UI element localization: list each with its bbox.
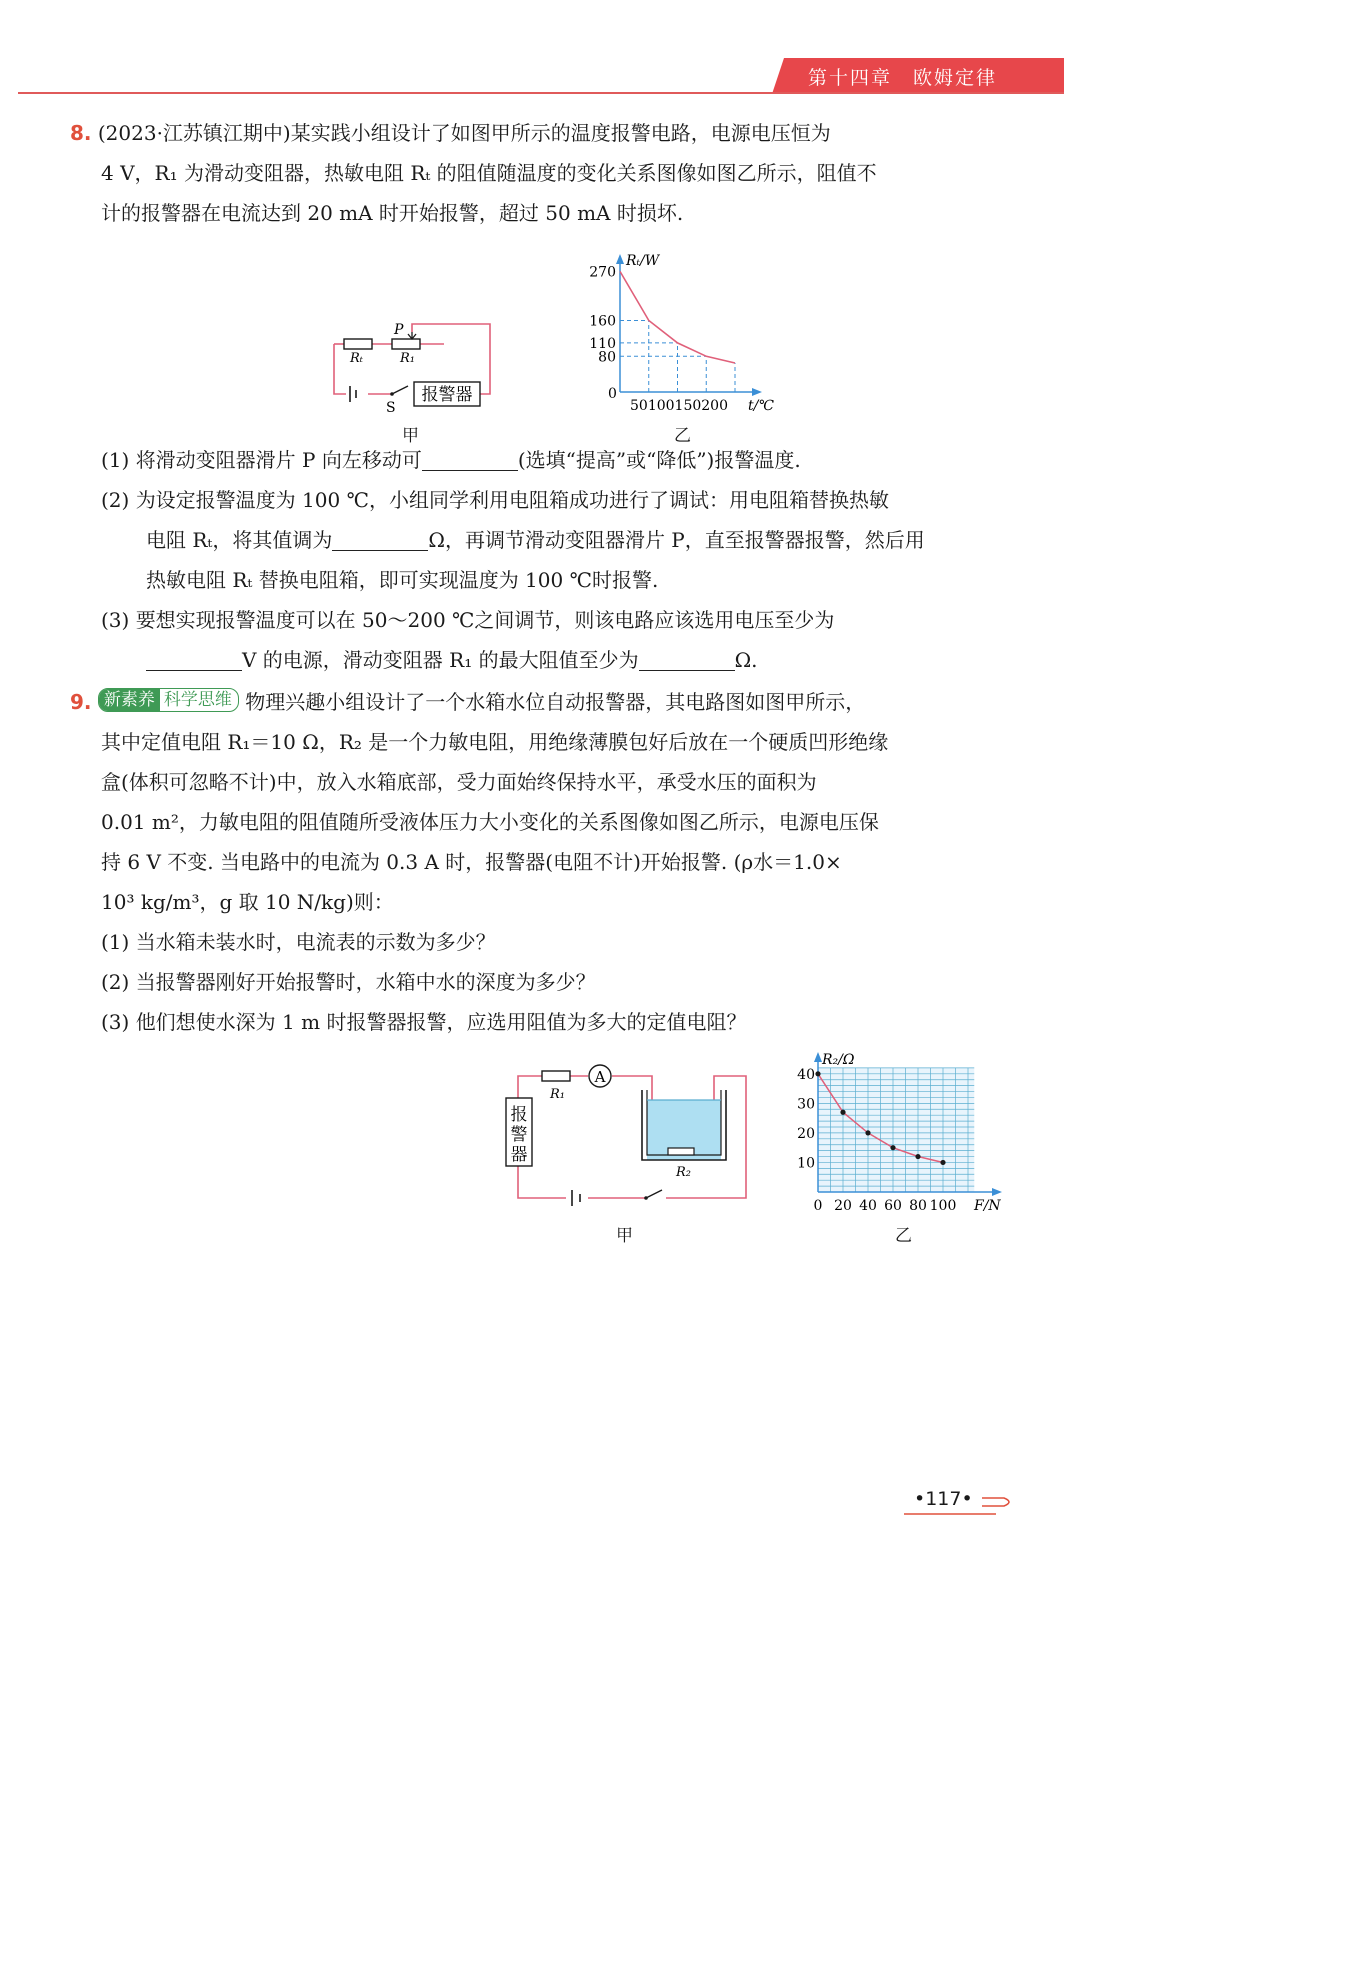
q8-sub1-text-b: (选填“提高”或“降低”)报警温度. — [517, 448, 801, 472]
q9-graph-xtick: 60 — [884, 1198, 902, 1214]
q8-s-label: S — [386, 400, 396, 416]
q9-alarm-char-3: 器 — [510, 1145, 528, 1165]
q8-thermistor-rt — [344, 339, 372, 349]
q9-sub2: (2) 当报警器刚好开始报警时，水箱中水的深度为多少？ — [101, 970, 596, 994]
q8-sub1 — [101, 446, 801, 474]
q9-force-sensor-r2 — [668, 1148, 694, 1155]
q9-circuit-caption: 甲 — [616, 1226, 633, 1246]
q8-circuit-caption: 甲 — [402, 426, 419, 446]
q8-resistance-temperature-graph — [580, 244, 790, 420]
q8-blank-3[interactable] — [146, 650, 242, 671]
q9-graph-point — [915, 1154, 920, 1159]
q9-graph-xtick: 80 — [909, 1198, 927, 1214]
q9-graph-xtick: 100 — [929, 1198, 957, 1214]
q8-graph-ytick: 80 — [598, 349, 616, 366]
q8-sub3-text-a: V 的电源，滑动变阻器 R₁ 的最大阻值至少为 — [242, 648, 639, 672]
q9-graph-ytick: 30 — [797, 1096, 815, 1113]
q9-resistance-force-graph — [790, 1046, 1020, 1216]
q8-line2: 4 V，R₁ 为滑动变阻器，热敏电阻 Rₜ 的阻值随温度的变化关系图像如图乙所示，阻值不 — [101, 161, 877, 185]
q9-badge-main: 新素养 — [99, 689, 160, 711]
q9-graph-ytick: 10 — [797, 1155, 815, 1172]
q9-ammeter-label: A — [594, 1068, 606, 1086]
q9-line4: 0.01 m²，力敏电阻的阻值随所受液体压力大小变化的关系图像如图乙所示，电源电压保 — [101, 810, 879, 834]
q8-circuit-diagram — [320, 310, 510, 420]
q8-graph-ytick: 270 — [589, 264, 616, 281]
q8-sub2-line3: 热敏电阻 Rₜ 替换电阻箱，即可实现温度为 100 ℃时报警. — [146, 568, 659, 592]
q9-graph-point — [890, 1145, 895, 1150]
q9-sub3: (3) 他们想使水深为 1 m 时报警器报警，应选用阻值为多大的定值电阻？ — [101, 1010, 747, 1034]
q9-literacy-badge — [98, 688, 239, 712]
q9-graph-point — [815, 1071, 820, 1076]
q9-circuit-diagram — [500, 1060, 760, 1210]
q8-blank-4[interactable] — [639, 650, 735, 671]
q9-line2: 其中定值电阻 R₁＝10 Ω，R₂ 是一个力敏电阻，用绝缘薄膜包好后放在一个硬质凹形绝缘 — [101, 730, 889, 754]
q8-number: 8. — [70, 121, 92, 145]
q8-blank-1[interactable] — [422, 450, 518, 471]
q8-sub1-text-a: (1) 将滑动变阻器滑片 P 向左移动可 — [101, 448, 422, 472]
q9-r1-label: R₁ — [550, 1087, 565, 1102]
page-number: •117• — [914, 1488, 973, 1510]
q8-graph-axes — [616, 254, 762, 396]
q8-sub2-text-a: 电阻 Rₜ，将其值调为 — [146, 528, 333, 552]
q8-graph-origin: 0 — [608, 386, 617, 402]
q8-sub2-text-b: Ω，再调节滑动变阻器滑片 P，直至报警器报警，然后用 — [428, 528, 925, 552]
q9-line5: 持 6 V 不变. 当电路中的电流为 0.3 A 时，报警器(电阻不计)开始报警. (ρ水＝1.0× — [101, 850, 842, 874]
q9-graph-xtick: 0 — [813, 1198, 823, 1214]
q9-line6: 10³ kg/m³，g 取 10 N/kg)则： — [101, 890, 394, 914]
q8-graph-ylabel: Rₜ/W — [626, 253, 660, 269]
q9-line1 — [70, 688, 865, 716]
q8-line1 — [70, 119, 831, 147]
q8-graph-xlabel: t/℃ — [748, 398, 775, 414]
q9-graph-xlabel: F/N — [974, 1198, 1001, 1214]
q8-graph-xticks: 50100150200 — [630, 398, 728, 414]
q8-graph-ytick: 110 — [589, 335, 616, 352]
q8-p-label: P — [394, 322, 404, 338]
q8-text1: (2023·江苏镇江期中)某实践小组设计了如图甲所示的温度报警电路，电源电压恒为 — [97, 121, 831, 145]
q8-sub3-line1: (3) 要想实现报警温度可以在 50～200 ℃之间调节，则该电路应该选用电压至少为 — [101, 608, 835, 632]
q9-badge-sub: 科学思维 — [163, 690, 232, 710]
q8-rheostat-r1 — [392, 339, 420, 349]
q8-sub3-line2 — [146, 646, 758, 674]
page-number-swoosh — [900, 1490, 1020, 1520]
q9-alarm-char-2: 警 — [510, 1125, 528, 1145]
q8-rt-label: Rₜ — [350, 351, 363, 366]
q8-alarm-label: 报警器 — [421, 385, 473, 405]
q9-alarm-char-1: 报 — [510, 1105, 528, 1125]
q9-graph-point — [940, 1160, 945, 1165]
q8-sub2-line1: (2) 为设定报警温度为 100 ℃，小组同学利用电阻箱成功进行了调试：用电阻箱替换热敏 — [101, 488, 889, 512]
q9-switch — [646, 1190, 662, 1198]
q8-line3: 计的报警器在电流达到 20 mA 时开始报警，超过 50 mA 时损坏. — [101, 201, 684, 225]
q9-resistor-r1 — [542, 1071, 570, 1081]
header-rule — [18, 92, 1064, 94]
q9-number: 9. — [70, 690, 92, 714]
q9-graph-grid — [818, 1068, 974, 1192]
chapter-title: 第十四章 欧姆定律 — [808, 67, 998, 89]
q9-graph-point — [865, 1130, 870, 1135]
q8-sub3-text-b: Ω. — [734, 648, 758, 672]
q9-graph-ytick: 40 — [797, 1066, 815, 1083]
q8-sub2-line2 — [146, 526, 925, 554]
q9-graph-xtick: 40 — [859, 1198, 877, 1214]
q9-text1: 物理兴趣小组设计了一个水箱水位自动报警器，其电路图如图甲所示， — [245, 690, 866, 714]
q9-graph-caption: 乙 — [895, 1226, 912, 1246]
q8-switch — [392, 386, 408, 394]
q9-r2-label: R₂ — [676, 1165, 691, 1180]
q8-blank-2[interactable] — [332, 530, 428, 551]
q9-graph-ylabel: R₂/Ω — [822, 1052, 855, 1068]
q9-sub1: (1) 当水箱未装水时，电流表的示数为多少？ — [101, 930, 496, 954]
q9-graph-xtick: 20 — [834, 1198, 852, 1214]
q9-line3: 盒(体积可忽略不计)中，放入水箱底部，受力面始终保持水平，承受水压的面积为 — [101, 770, 817, 794]
q8-graph-caption: 乙 — [674, 426, 691, 446]
q8-r1-label: R₁ — [400, 351, 415, 366]
q9-graph-ytick: 20 — [797, 1125, 815, 1142]
q9-graph-point — [840, 1110, 845, 1115]
q8-graph-ytick: 160 — [589, 313, 616, 330]
